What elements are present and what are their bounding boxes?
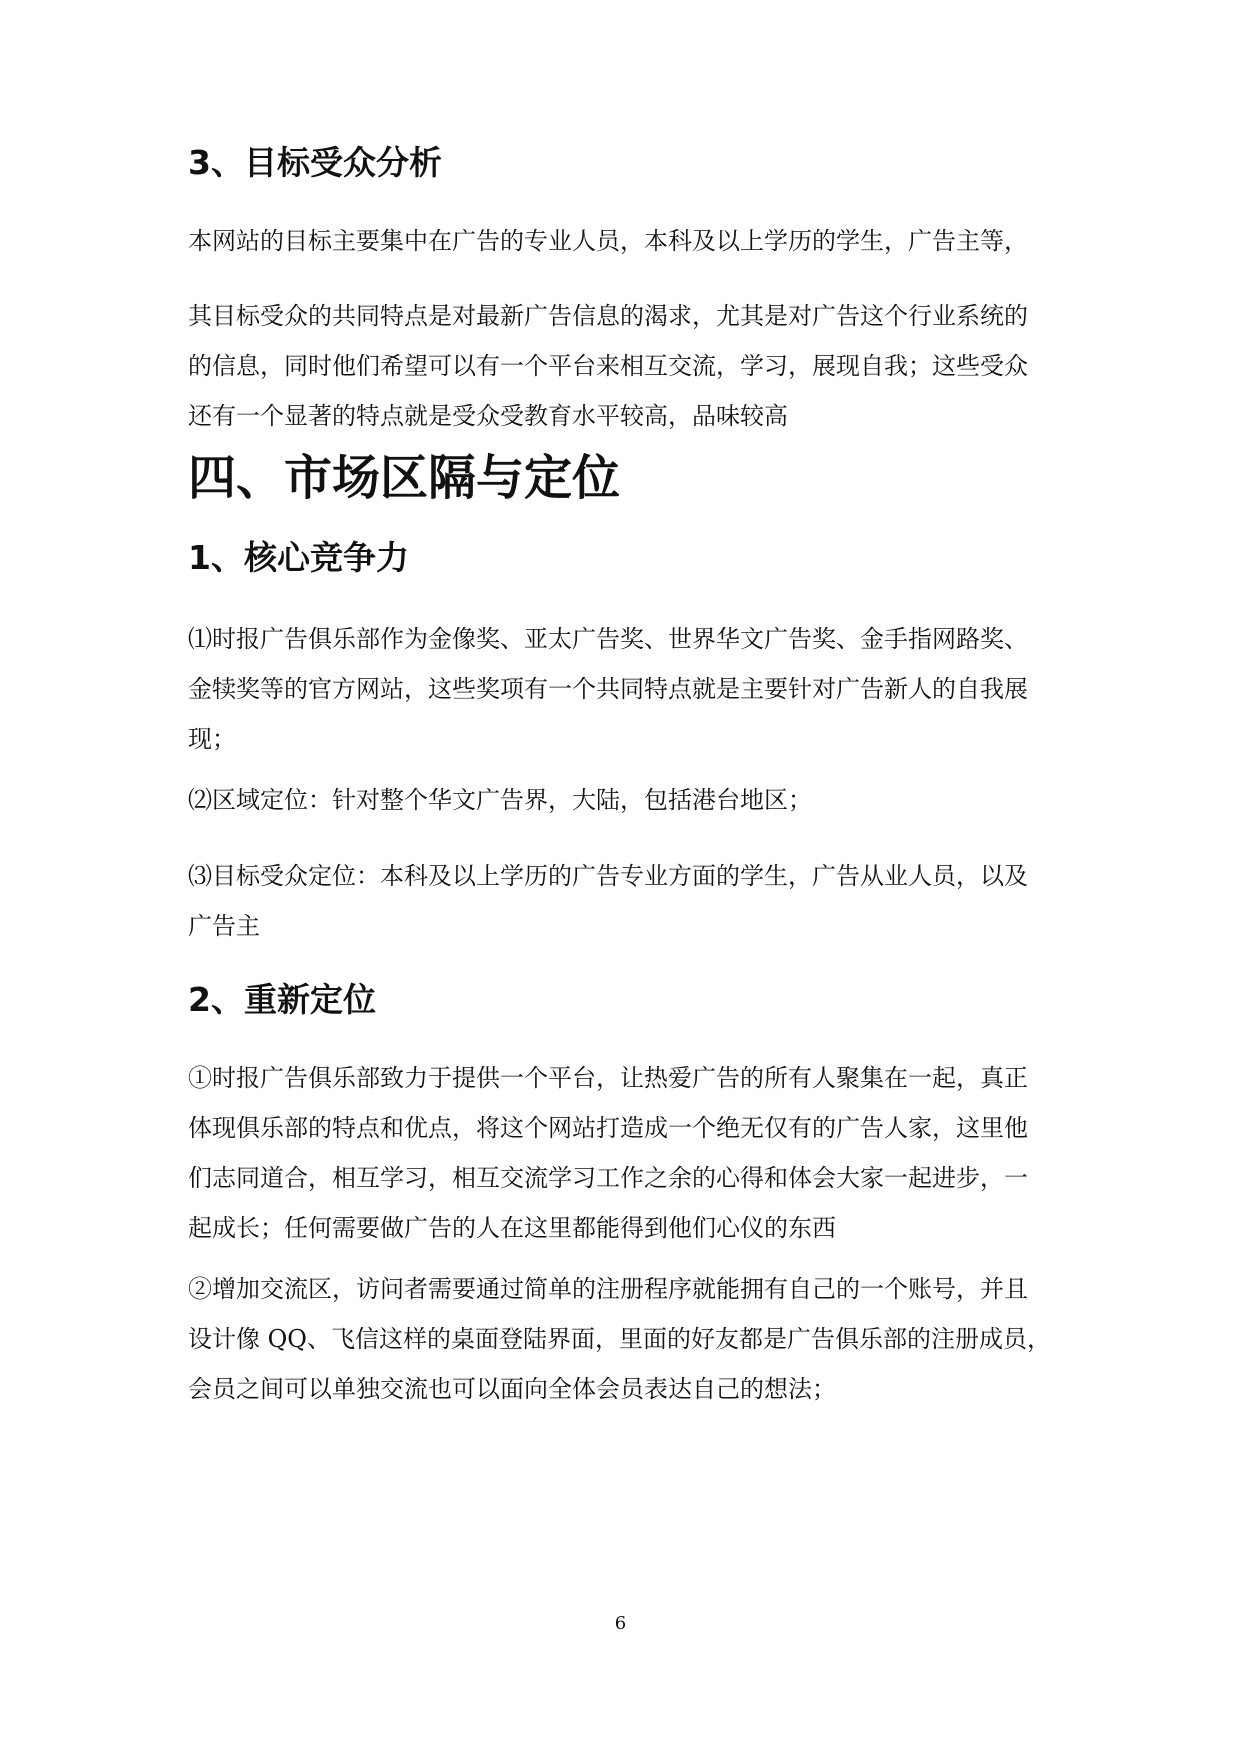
section-4-2-item-2	[188, 1264, 1058, 1414]
section-4-1-item-2	[188, 775, 1058, 825]
section-3-heading: 3、目标受众分析	[188, 143, 442, 182]
paragraph-line: 会员之间可以单独交流也可以面向全体会员表达自己的想法；	[188, 1375, 836, 1403]
paragraph-line: 的信息，同时他们希望可以有一个平台来相互交流，学习，展现自我；这些受众	[188, 352, 1028, 380]
paragraph-line: 本网站的目标主要集中在广告的专业人员，本科及以上学历的学生，广告主等，	[188, 227, 1028, 255]
paragraph-line: 们志同道合，相互学习，相互交流学习工作之余的心得和体会大家一起进步，一	[188, 1164, 1028, 1192]
paragraph-line: ⑶目标受众定位：本科及以上学历的广告专业方面的学生，广告从业人员，以及	[188, 862, 1028, 890]
paragraph-line: ②增加交流区，访问者需要通过简单的注册程序就能拥有自己的一个账号，并且	[188, 1275, 1028, 1303]
paragraph-line: 其目标受众的共同特点是对最新广告信息的渴求，尤其是对广告这个行业系统的	[188, 302, 1028, 330]
chapter-4-heading: 四、市场区隔与定位	[188, 450, 621, 506]
section-4-1-item-1	[188, 614, 1058, 764]
section-4-1-item-3	[188, 851, 1058, 951]
paragraph-line: ⑵区域定位：针对整个华文广告界，大陆，包括港台地区；	[188, 786, 812, 814]
paragraph-line: 设计像 QQ、飞信这样的桌面登陆界面，里面的好友都是广告俱乐部的注册成员，	[188, 1325, 1051, 1353]
paragraph-line: 广告主	[188, 912, 260, 940]
paragraph-line: 起成长；任何需要做广告的人在这里都能得到他们心仪的东西	[188, 1214, 836, 1242]
paragraph-line: ⑴时报广告俱乐部作为金像奖、亚太广告奖、世界华文广告奖、金手指网路奖、	[188, 625, 1028, 653]
paragraph-line: 还有一个显著的特点就是受众受教育水平较高，品味较高	[188, 402, 788, 430]
paragraph-line: ①时报广告俱乐部致力于提供一个平台，让热爱广告的所有人聚集在一起，真正	[188, 1064, 1028, 1092]
section-3-paragraph-1	[188, 216, 1058, 266]
page-number: 6	[614, 1613, 627, 1634]
paragraph-line: 现；	[188, 725, 236, 753]
section-4-2-heading: 2、重新定位	[188, 980, 376, 1019]
paragraph-line: 体现俱乐部的特点和优点，将这个网站打造成一个绝无仅有的广告人家，这里他	[188, 1114, 1028, 1142]
section-4-1-heading: 1、核心竞争力	[188, 538, 409, 577]
paragraph-line: 金犊奖等的官方网站，这些奖项有一个共同特点就是主要针对广告新人的自我展	[188, 675, 1028, 703]
section-4-2-item-1	[188, 1053, 1058, 1253]
section-3-paragraph-2	[188, 291, 1058, 441]
